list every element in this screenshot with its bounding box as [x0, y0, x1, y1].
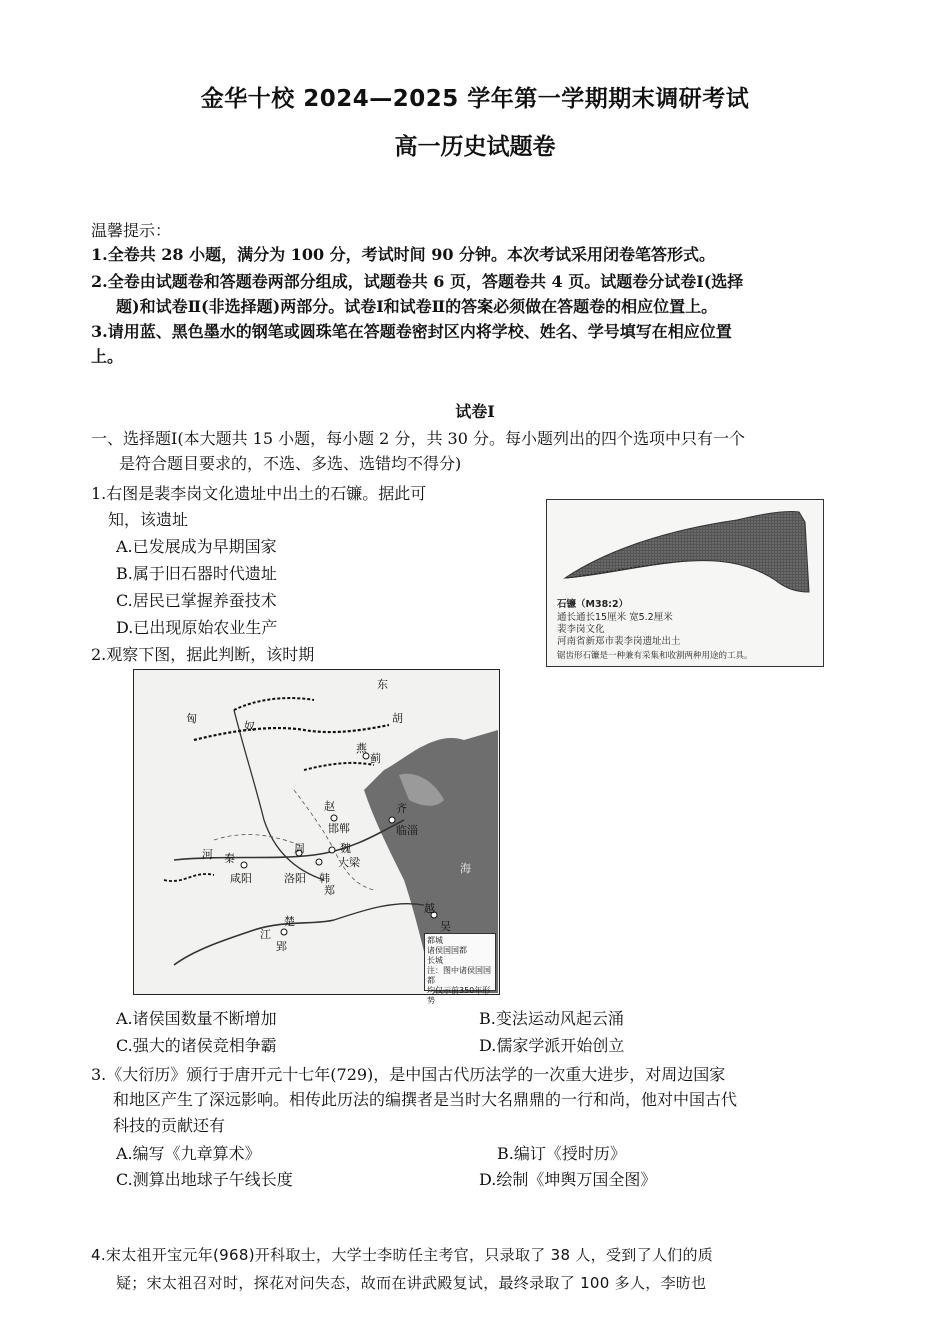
notice-heading: 温馨提示：	[91, 221, 172, 240]
q1-option-b[interactable]: B.属于旧石器时代遗址	[116, 564, 277, 583]
q2-option-a[interactable]: A.诸侯国数量不断增加	[116, 1009, 277, 1028]
map-label-zheng: 郑	[324, 884, 335, 897]
map-legend	[424, 933, 496, 1005]
legend-capital: 都城	[427, 936, 443, 945]
notice-item-1: 1.全卷共 28 小题，满分为 100 分，考试时间 90 分钟。本次考试采用闭卷笔答形式。	[91, 245, 716, 264]
map-label-zhou: 周	[294, 842, 305, 855]
map-label-wu: 吴	[440, 920, 451, 933]
map-label-han: 韩	[319, 872, 330, 885]
q1-stem: 1.右图是裴李岗文化遗址中出土的石镰。据此可	[91, 484, 427, 503]
legend-note-2: 均仅示前350年形势	[427, 986, 491, 1005]
sickle-caption-title: 石镰（M38:2）	[557, 599, 629, 610]
q2-stem: 2.观察下图，据此判断，该时期	[91, 645, 315, 664]
map-label-daliang: 大梁	[338, 856, 360, 869]
legend-great-wall: 长城	[427, 956, 443, 965]
map-label-nu: 奴	[244, 720, 255, 733]
map-label-zhao: 赵	[324, 800, 335, 813]
q3-option-c[interactable]: C.测算出地球子午线长度	[116, 1170, 293, 1189]
map-label-sea: 海	[460, 862, 471, 875]
exam-title: 金华十校 2024—2025 学年第一学期期末调研考试	[200, 86, 750, 112]
map-label-yan: 燕	[356, 742, 367, 755]
map-label-wei: 魏	[340, 842, 351, 855]
map-label-ying: 郢	[276, 940, 287, 953]
map-label-xianyang: 咸阳	[230, 872, 252, 885]
notice-item-2: 2.全卷由试题卷和答题卷两部分组成，试题卷共 6 页，答题卷共 4 页。试题卷分试卷Ⅰ(选择	[91, 272, 744, 291]
notice-item-3-cont: 上。	[91, 347, 124, 366]
q2-option-d[interactable]: D.儒家学派开始创立	[479, 1036, 625, 1055]
section-title: 试卷Ⅰ	[455, 402, 495, 421]
q1-option-c[interactable]: C.居民已掌握养蚕技术	[116, 591, 277, 610]
sickle-caption-line-1: 通长通长15厘米 宽5.2厘米	[557, 612, 673, 623]
map-label-yue: 越	[424, 902, 435, 915]
section-instruction-cont: 是符合题目要求的，不选、多选、选错均不得分)	[119, 454, 462, 473]
map-label-chu: 楚	[284, 915, 295, 928]
exam-subtitle: 高一历史试题卷	[394, 134, 556, 160]
stone-sickle-image	[547, 500, 822, 600]
map-label-ji: 蓟	[370, 752, 381, 765]
map-label-luoyang: 洛阳	[284, 872, 306, 885]
notice-item-3: 3.请用蓝、黑色墨水的钢笔或圆珠笔在答题卷密封区内将学校、姓名、学号填写在相应位置	[91, 322, 732, 341]
map-label-dong: 东	[377, 678, 388, 691]
q3-option-a[interactable]: A.编写《九章算术》	[116, 1144, 261, 1163]
q3-option-d[interactable]: D.绘制《坤舆万国全图》	[479, 1170, 657, 1189]
q3-stem-cont-1: 和地区产生了深远影响。相传此历法的编撰者是当时大名鼎鼎的一行和尚，他对中国古代	[113, 1090, 738, 1109]
map-label-qin: 秦	[224, 852, 235, 865]
q4-stem: 4.宋太祖开宝元年(968)开科取士，大学士李昉任主考官，只录取了 38 人，受到了人们的质	[91, 1246, 714, 1264]
map-label-jiang: 江	[260, 928, 271, 941]
sickle-caption-line-3: 河南省新郑市裴李岗遗址出土	[557, 636, 681, 647]
q3-stem-cont-2: 科技的贡献还有	[113, 1116, 226, 1135]
legend-state-capital: 诸侯国国都	[427, 946, 467, 955]
q3-option-b[interactable]: B.编订《授时历》	[497, 1144, 626, 1163]
q2-option-b[interactable]: B.变法运动风起云涌	[479, 1009, 624, 1028]
notice-item-2-cont: 题)和试卷Ⅱ(非选择题)两部分。试卷Ⅰ和试卷Ⅱ的答案必须做在答题卷的相应位置上。	[116, 297, 718, 316]
warring-states-map	[133, 669, 500, 1005]
q2-option-c[interactable]: C.强大的诸侯竞相争霸	[116, 1036, 277, 1055]
q4-stem-cont: 疑；宋太祖召对时，探花对问失态，故而在讲武殿复试，最终录取了 100 多人，李昉也	[116, 1274, 707, 1292]
map-label-qi: 齐	[396, 802, 407, 815]
map-label-hu: 胡	[392, 712, 403, 725]
q1-option-d[interactable]: D.已出现原始农业生产	[116, 618, 278, 637]
stone-sickle-figure	[546, 499, 824, 667]
map-label-he: 河	[202, 848, 213, 861]
map-label-linzi: 临淄	[396, 824, 418, 837]
map-label-handan: 邯郸	[328, 822, 350, 835]
q1-stem-cont: 知，该遗址	[108, 510, 189, 529]
sickle-caption-line-2: 裴李岗文化	[557, 624, 605, 635]
sickle-caption-line-4: 锯齿形石镰是一种兼有采集和收割两种用途的工具。	[557, 651, 753, 661]
section-instruction: 一、选择题Ⅰ(本大题共 15 小题，每小题 2 分，共 30 分。每小题列出的四个选项中只有一个	[91, 429, 745, 448]
map-label-xiong: 匈	[186, 712, 197, 725]
q1-option-a[interactable]: A.已发展成为早期国家	[116, 537, 277, 556]
q3-stem: 3.《大衍历》颁行于唐开元十七年(729)，是中国古代历法学的一次重大进步，对周边国家	[91, 1065, 726, 1084]
legend-note-1: 注：图中诸侯国国都	[427, 966, 491, 985]
